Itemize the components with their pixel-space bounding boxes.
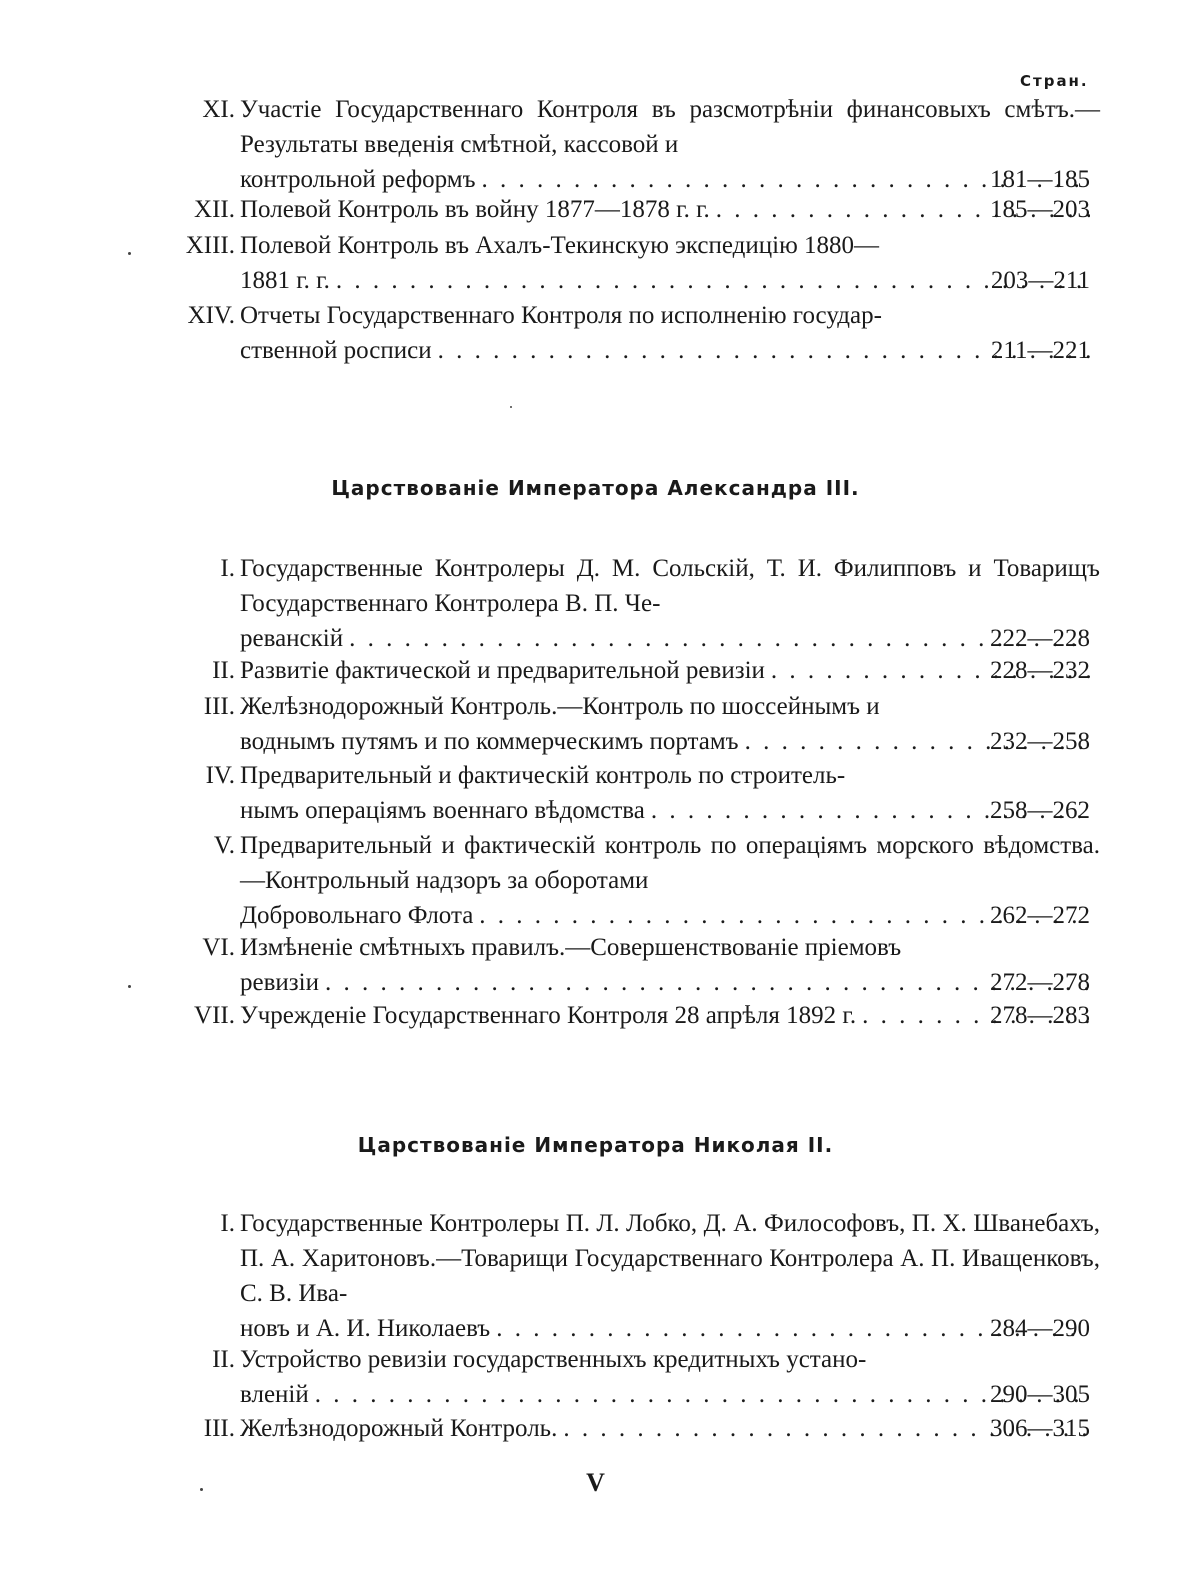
toc-entry <box>150 758 1090 828</box>
toc-entry <box>150 228 1090 298</box>
entry-title: Полевой Контроль въ Ахалъ-Текинскую экспедицію 1880— <box>240 232 880 259</box>
entry-pages: 211—221 <box>990 337 1090 364</box>
toc-entry <box>150 653 1090 688</box>
entry-number: XII. <box>194 196 235 223</box>
toc-entry <box>150 930 1090 1000</box>
entry-number: I. <box>220 555 235 582</box>
entry-pages: 306—315 <box>990 1415 1090 1442</box>
scan-speck <box>128 252 131 255</box>
entry-title-end: Развитіе фактической и предварительной ревизіи <box>240 657 765 684</box>
scan-speck <box>200 1488 203 1491</box>
entry-pages: 181—185 <box>990 166 1090 193</box>
entry-title-end: 1881 г. г. <box>240 267 330 294</box>
entry-title: Предварительный и фактическій контроль по операціямъ морского вѣдомства.—Контрольный надзоръ за оборотами <box>240 832 1100 894</box>
entry-number: VI. <box>202 934 235 961</box>
entry-title: Участіе Государственнаго Контроля въ разсмотрѣніи финансовыхъ смѣтъ.—Результаты введенія смѣтной, кассовой и <box>240 96 1100 158</box>
section-heading: Царствованіе Императора Николая II. <box>357 1133 834 1157</box>
entry-title-end: воднымъ путямъ и по коммерческимъ портамъ <box>240 728 739 755</box>
entry-pages: 185—203 <box>990 196 1090 223</box>
entry-pages: 284—290 <box>990 1315 1090 1342</box>
page-number: V <box>586 1468 605 1497</box>
entry-number: I. <box>220 1210 235 1237</box>
toc-entry <box>150 551 1100 656</box>
entry-number: III. <box>203 693 235 720</box>
column-header: Стран. <box>1020 72 1089 90</box>
entry-number: II. <box>212 657 235 684</box>
scan-speck <box>510 406 512 408</box>
toc-entry <box>150 1411 1090 1446</box>
entry-pages: 232—258 <box>990 728 1090 755</box>
entry-title-end: нымъ операціямъ военнаго вѣдомства <box>240 797 645 824</box>
entry-pages: 228—232 <box>990 657 1090 684</box>
toc-entry <box>150 1206 1100 1346</box>
entry-title: Государственные Контролеры Д. М. Сольскій, Т. И. Филипповъ и Товарищъ Государственнаго Контролера В. П. Че- <box>240 555 1100 617</box>
entry-number: XIII. <box>185 232 235 259</box>
entry-number: VII. <box>194 1002 235 1029</box>
entry-pages: 222—228 <box>990 625 1090 652</box>
entry-pages: 290—305 <box>990 1381 1090 1408</box>
toc-entry <box>150 92 1100 197</box>
toc-entry <box>150 998 1090 1033</box>
entry-number: XIV. <box>187 302 235 329</box>
section-heading: Царствованіе Императора Александра III. <box>331 476 860 500</box>
entry-title-end: ственной росписи <box>240 337 432 364</box>
entry-title-end: Учрежденіе Государственнаго Контроля 28 апрѣля 1892 г. <box>240 1002 857 1029</box>
entry-title-end: реванскій <box>240 625 344 652</box>
entry-number: IV. <box>205 762 235 789</box>
entry-pages: 262—272 <box>990 902 1090 929</box>
entry-number: III. <box>203 1415 235 1442</box>
entry-title-end: ревизіи <box>240 969 319 996</box>
toc-entry <box>150 689 1090 759</box>
toc-entry <box>150 192 1090 227</box>
entry-title-end: Желѣзнодорожный Контроль. <box>240 1415 558 1442</box>
entry-title: Устройство ревизіи государственныхъ кредитныхъ устано- <box>240 1346 867 1373</box>
entry-pages: 258—262 <box>990 797 1090 824</box>
entry-number: II. <box>212 1346 235 1373</box>
entry-title: Измѣненіе смѣтныхъ правилъ.—Совершенствованіе пріемовъ <box>240 934 902 961</box>
entry-title: Желѣзнодорожный Контроль.—Контроль по шоссейнымъ и <box>240 693 880 720</box>
toc-entry <box>150 1342 1090 1412</box>
toc-entry <box>150 828 1100 933</box>
entry-title: Отчеты Государственнаго Контроля по исполненію государ- <box>240 302 882 329</box>
entry-title-end: контрольной реформъ <box>240 166 476 193</box>
entry-number: XI. <box>202 96 235 123</box>
scan-speck <box>128 985 131 988</box>
entry-pages: 278—283 <box>990 1002 1090 1029</box>
entry-title-end: Добровольнаго Флота <box>240 902 474 929</box>
entry-pages: 203—211 <box>990 267 1090 294</box>
entry-title: Предварительный и фактическій контроль по строитель- <box>240 762 846 789</box>
entry-number: V. <box>213 832 235 859</box>
entry-title: Государственные Контролеры П. Л. Лобко, Д. А. Философовъ, П. Х. Шванебахъ, П. А. Харитоновъ.—Товарищи Государственнаго Контролера А. П. Иващенковъ, С. В. Ива- <box>240 1210 1100 1307</box>
entry-title-end: новъ и А. И. Николаевъ <box>240 1315 491 1342</box>
entry-title-end: вленій <box>240 1381 309 1408</box>
entry-pages: 272—278 <box>990 969 1090 996</box>
entry-title-end: Полевой Контроль въ войну 1877—1878 г. г. <box>240 196 710 223</box>
toc-entry <box>150 298 1090 368</box>
